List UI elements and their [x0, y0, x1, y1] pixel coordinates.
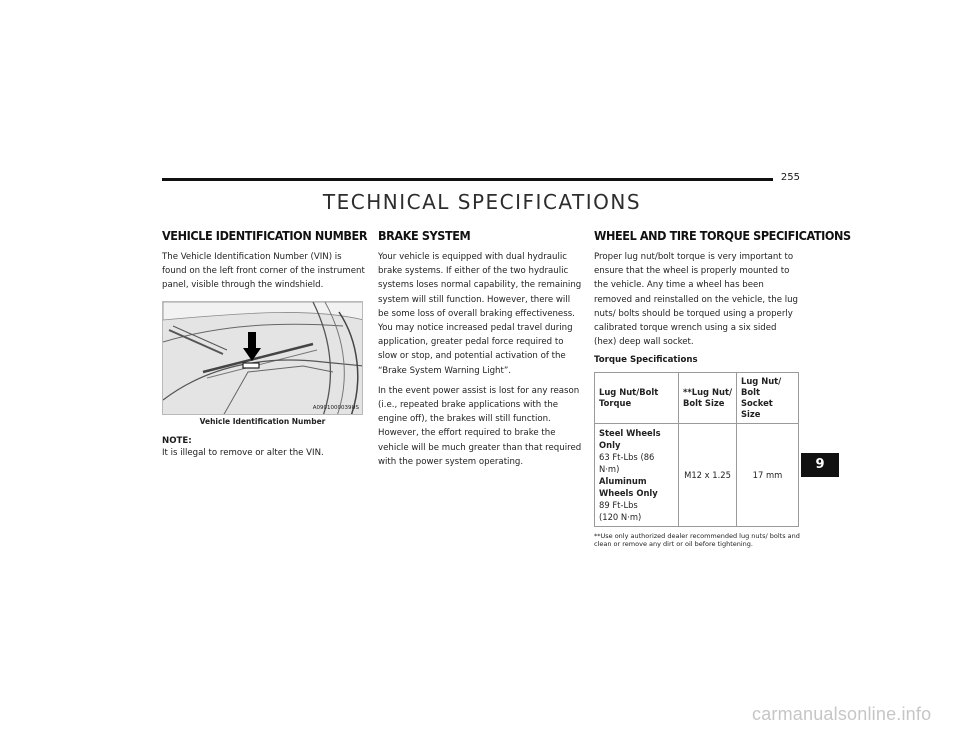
page-title: TECHNICAL SPECIFICATIONS	[322, 190, 642, 214]
socket-size-cell: 17 mm	[737, 424, 799, 527]
header-rule	[162, 178, 773, 181]
vin-column	[162, 228, 366, 459]
brake-heading: BRAKE SYSTEM	[378, 228, 471, 243]
brake-column	[378, 228, 582, 475]
table-row	[595, 424, 799, 527]
aluminum-wheels-value-ftlbs: 89 Ft-Lbs	[599, 500, 638, 511]
torque-column	[594, 228, 851, 548]
torque-body: Proper lug nut/bolt torque is very important to ensure that the wheel is properly mounted to the vehicle. Any time a wheel has been removed and reinstalled on the vehicle, the lug nuts/ bolts should be torqued using a properly calibrated torque wrench using a six sided (hex) deep wall socket.	[594, 252, 799, 348]
arrow-down-icon	[243, 332, 261, 362]
figure-caption: Vehicle Identification Number	[199, 416, 326, 426]
note-text: It is illegal to remove or alter the VIN.	[162, 447, 324, 458]
header-bolt-size: **Lug Nut/ Bolt Size	[679, 373, 737, 424]
header-socket-size: Lug Nut/ Bolt Socket Size	[737, 373, 799, 424]
torque-subheading: Torque Specifications	[594, 355, 698, 366]
vin-heading: VEHICLE IDENTIFICATION NUMBER	[162, 228, 368, 243]
torque-values-cell	[595, 424, 679, 527]
dashboard-illustration	[163, 302, 363, 415]
figure-code: A0901000039US	[312, 404, 359, 411]
steel-wheels-label: Steel Wheels Only	[599, 428, 661, 451]
vin-figure	[162, 301, 363, 415]
aluminum-wheels-label: Aluminum Wheels Only	[599, 476, 658, 499]
brake-paragraph-2: In the event power assist is lost for any reason (i.e., repeated brake applications with the engine off), the brakes will still function. However, the effort required to brake the vehicle will be much greater than that required with the power system operating.	[378, 385, 582, 467]
torque-heading: WHEEL AND TIRE TORQUE SPECIFICATIONS	[594, 228, 851, 243]
page-number: 255	[780, 172, 800, 183]
table-footnote: **Use only authorized dealer recommended lug nuts/ bolts and clean or remove any dirt or oil before tightening.	[594, 532, 800, 548]
note-label: NOTE:	[162, 435, 192, 446]
bolt-size-cell: M12 x 1.25	[679, 424, 737, 527]
header-torque: Lug Nut/Bolt Torque	[595, 373, 679, 424]
watermark: carmanualsonline.info	[752, 704, 932, 724]
steel-wheels-value: 63 Ft-Lbs (86 N·m)	[599, 452, 655, 475]
torque-table	[594, 372, 799, 527]
brake-paragraph-1: Your vehicle is equipped with dual hydraulic brake systems. If either of the two hydraulic systems loses normal capability, the remaining system will still function. However, there will be some loss of overall braking effectiveness. You may notice increased pedal travel during application, greater pedal force required to slow or stop, and potential activation of the “Brake System Warning Light”.	[378, 252, 582, 376]
table-header-row	[595, 373, 799, 424]
vin-body: The Vehicle Identification Number (VIN) is found on the left front corner of the instrument panel, visible through the windshield.	[162, 252, 365, 291]
aluminum-wheels-value-nm: (120 N·m)	[599, 512, 642, 523]
chapter-tab[interactable]: 9	[801, 453, 839, 477]
